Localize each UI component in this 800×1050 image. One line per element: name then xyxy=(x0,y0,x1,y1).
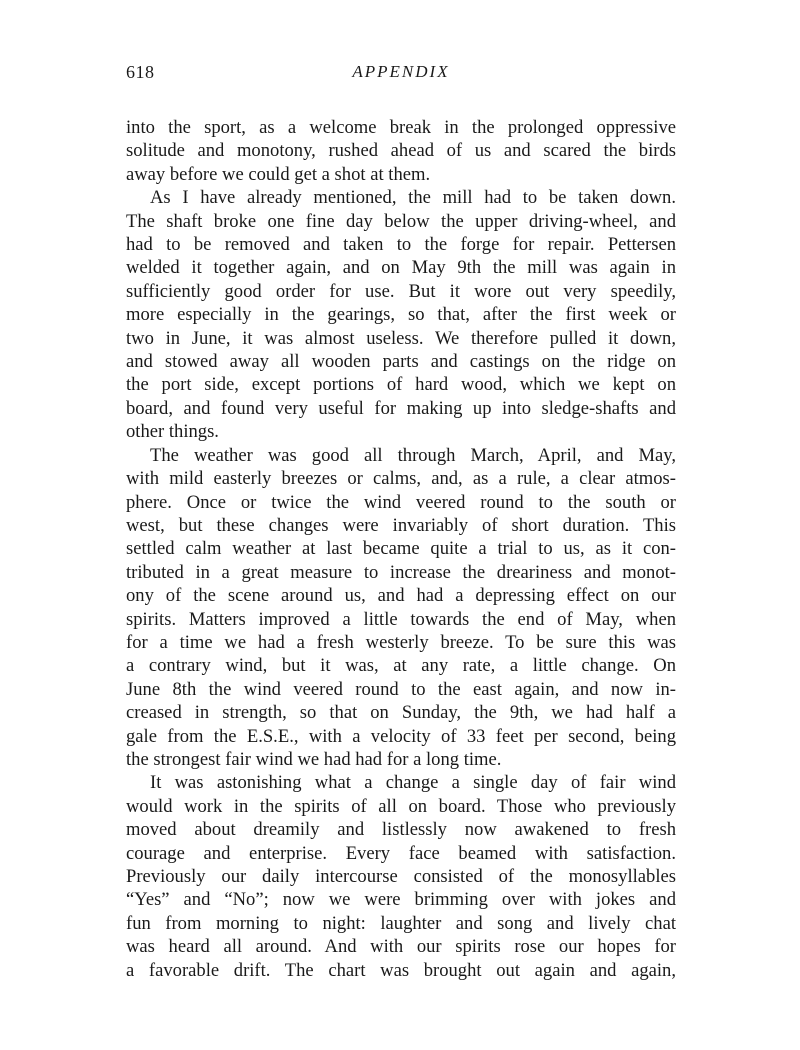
page-header xyxy=(126,62,676,90)
paragraph xyxy=(126,116,676,186)
text-line: the port side, except portions of hard wood, which we kept on xyxy=(126,374,676,396)
text-line: Previously our daily intercourse consisted of the monosyllables xyxy=(126,866,676,887)
text-line: solitude and monotony, rushed ahead of us and scared the birds xyxy=(126,140,676,162)
text-line: for a time we had a fresh westerly breeze. To be sure this was xyxy=(126,631,676,653)
text-line: moved about dreamily and listlessly now awakened to fresh xyxy=(126,819,676,841)
text-line: As I have already mentioned, the mill had to be taken down. xyxy=(150,187,676,209)
text-line: into the sport, as a welcome break in the prolonged oppressive xyxy=(126,117,676,138)
text-line: It was astonishing what a change a single day of fair wind xyxy=(150,772,676,794)
book-page xyxy=(126,62,676,982)
text-line: the strongest fair wind we had had for a long time. xyxy=(126,748,502,770)
text-line: courage and enterprise. Every face beamed with satisfaction. xyxy=(126,842,676,864)
paragraph xyxy=(126,186,676,443)
text-line: west, but these changes were invariably of short duration. This xyxy=(126,514,676,536)
text-line: two in June, it was almost useless. We therefore pulled it down, xyxy=(126,327,676,349)
text-line: with mild easterly breezes or calms, and, as a rule, a clear atmos- xyxy=(126,468,676,490)
text-line: welded it together again, and on May 9th the mill was again in xyxy=(126,257,676,279)
text-line: gale from the E.S.E., with a velocity of 33 feet per second, being xyxy=(126,725,676,747)
paragraph xyxy=(126,771,676,982)
text-line: would work in the spirits of all on board. Those who previously xyxy=(126,795,676,817)
text-line: more especially in the gearings, so that, after the first week or xyxy=(126,304,676,326)
text-line: “Yes” and “No”; now we were brimming over with jokes and xyxy=(126,889,676,911)
text-line: board, and found very useful for making up into sledge-shafts and xyxy=(126,397,676,419)
text-line: The weather was good all through March, April, and May, xyxy=(150,444,676,466)
text-line: a favorable drift. The chart was brought out again and again, xyxy=(126,959,676,981)
text-line: fun from morning to night: laughter and song and lively chat xyxy=(126,912,676,934)
paragraph xyxy=(126,444,676,772)
text-line: The shaft broke one fine day below the upper driving-wheel, and xyxy=(126,210,676,232)
text-line: ony of the scene around us, and had a depressing effect on our xyxy=(126,585,676,607)
body-text xyxy=(126,116,676,982)
running-head: APPENDIX xyxy=(352,62,450,81)
text-line: a contrary wind, but it was, at any rate, a little change. On xyxy=(126,655,676,677)
text-line: settled calm weather at last became quite a trial to us, as it con- xyxy=(126,538,676,560)
text-line: June 8th the wind veered round to the east again, and now in- xyxy=(126,678,676,700)
text-line: creased in strength, so that on Sunday, the 9th, we had half a xyxy=(126,702,676,724)
text-line: sufficiently good order for use. But it wore out very speedily, xyxy=(126,280,676,302)
text-line: away before we could get a shot at them. xyxy=(126,163,431,185)
text-line: phere. Once or twice the wind veered round to the south or xyxy=(126,491,676,513)
page-number: 618 xyxy=(126,62,155,82)
text-line: was heard all around. And with our spirits rose our hopes for xyxy=(126,936,676,958)
text-line: other things. xyxy=(126,421,219,443)
text-line: tributed in a great measure to increase the dreariness and monot- xyxy=(126,561,676,583)
text-line: spirits. Matters improved a little towards the end of May, when xyxy=(126,608,676,630)
text-line: had to be removed and taken to the forge for repair. Pettersen xyxy=(126,234,676,256)
text-line: and stowed away all wooden parts and castings on the ridge on xyxy=(126,351,676,373)
